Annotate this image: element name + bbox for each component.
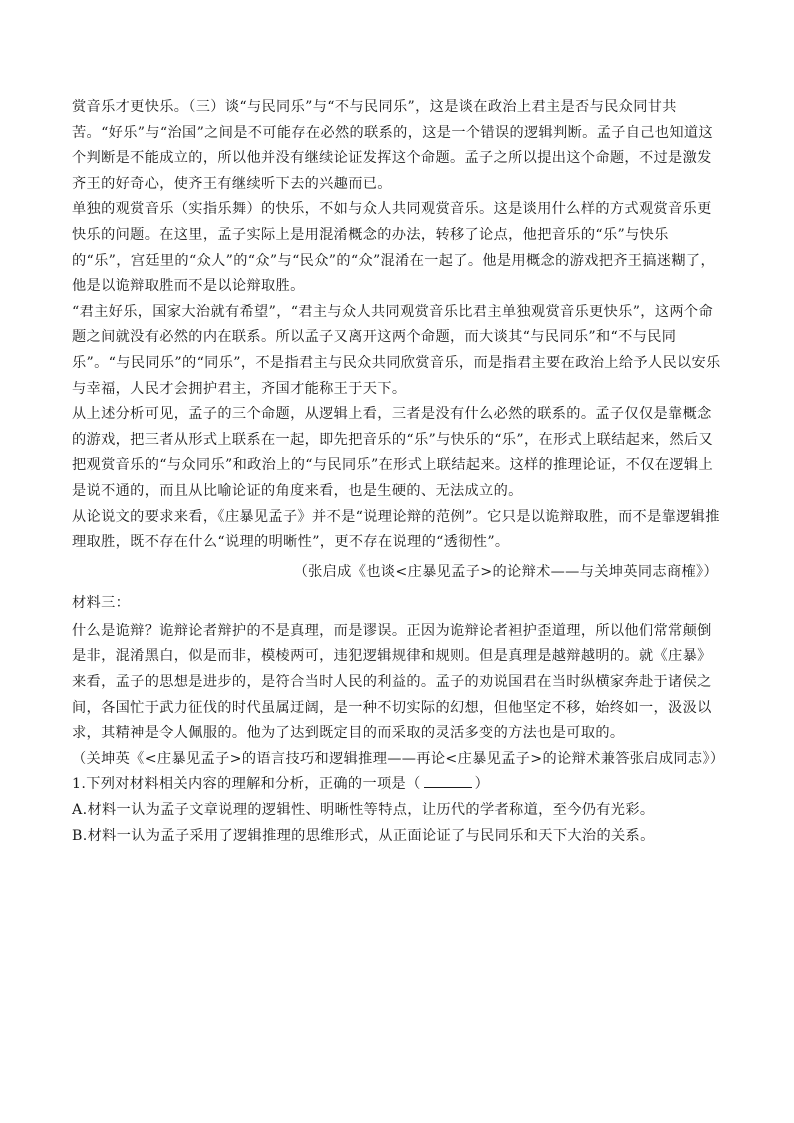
material-3-body: 什么是诡辩？诡辩论者辩护的不是真理，而是谬误。正因为诡辩论者袒护歪道理，所以他们常常颠倒是非，混淆黑白，似是而非，模棱两可，违犯逻辑规律和规则。但是真理是越辩越明的。就《庄暴》来看，孟子的思想是进步的，是符合当时人民的利益的。孟子的劝说国君在当时纵横家奔赴于诸侯之间，各国忙于武力征伐的时代虽属迂阔，是一种不切实际的幻想，但他坚定不移，始终如一，汲汲以求，其精神是令人佩服的。他为了达到既定目的而采取的灵活多变的方法也是可取的。 [72,622,712,742]
source-citation-3: （关坤英《<庄暴见孟子>的语言技巧和逻辑推理——再论<庄暴见孟子>的论辩术兼答张启成同志》） [72,750,725,767]
question-1-option-a: A.材料一认为孟子文章说理的逻辑性、明晰性等特点，让历代的学者称道，至今仍有光彩。 [72,802,655,819]
question-1-option-b: B.材料一认为孟子采用了逻辑推理的思维形式，从正面论证了与民同乐和天下大治的关系。 [72,827,655,844]
question-1-stem-text: 1.下列对材料相关内容的理解和分析，正确的一项是（ [72,776,421,793]
paragraph-2: 单独的观赏音乐（实指乐舞）的快乐，不如与众人共同观赏音乐。这是谈用什么样的方式观赏音乐更快乐的问题。在这里，孟子实际上是用混淆概念的办法，转移了论点，他把音乐的“乐”与快乐的“乐”，宫廷里的“众人”的“众”与“民众”的“众”混淆在一起了。他是用概念的游戏把齐王搞迷糊了，他是以诡辩取胜而不是以论辩取胜。 [72,201,715,295]
material-3-title: 材料三： [72,595,131,612]
question-1-stem-close: ） [474,776,490,793]
answer-blank[interactable] [424,773,472,788]
document-page [72,95,725,849]
paragraph-1: 赏音乐才更快乐。（三）谈“与民同乐”与“不与民同乐”，这是谈在政治上君主是否与民众同甘共苦。“好乐”与“治国”之间是不可能存在必然的联系的，这是一个错误的逻辑判断。孟子自己也知道这个判断是不能成立的，所以他并没有继续论证发挥这个命题。孟子之所以提出这个命题，不过是激发齐王的好奇心，使齐王有继续听下去的兴趣而已。 [72,99,713,192]
paragraph-3: “君主好乐，国家大治就有希望”，“君主与众人共同观赏音乐比君主单独观赏音乐更快乐”，这两个命题之间就没有必然的内在联系。所以孟子又离开这两个命题，而大谈其“与民同乐”和“不与民同乐”。“与民同乐”的“同乐”，不是指君主与民众共同欣赏音乐，而是指君主要在政治上给予人民以安乐与幸福，人民才会拥护君主，齐国才能称王于天下。 [72,303,721,397]
question-1-stem [72,772,722,798]
paragraph-4: 从上述分析可见，孟子的三个命题，从逻辑上看，三者是没有什么必然的联系的。孟子仅仅是靠概念的游戏，把三者从形式上联系在一起，即先把音乐的“乐”与快乐的“乐”，在形式上联结起来，然后又把观赏音乐的“与众同乐”和政治上的“与民同乐”在形式上联结起来。这样的推理论证，不仅在逻辑上是说不通的，而且从比喻论证的角度来看，也是生硬的、无法成立的。 [72,406,713,499]
paragraph-5: 从论说文的要求来看，《庄暴见孟子》并不是“说理论辩的范例”。它只是以诡辩取胜，而不是靠逻辑推理取胜，既不存在什么“说理的明晰性”，更不存在说理的“透彻性”。 [72,508,720,551]
source-citation-2: （张启成《也谈<庄暴见孟子>的论辩术——与关坤英同志商榷》） [293,563,718,580]
